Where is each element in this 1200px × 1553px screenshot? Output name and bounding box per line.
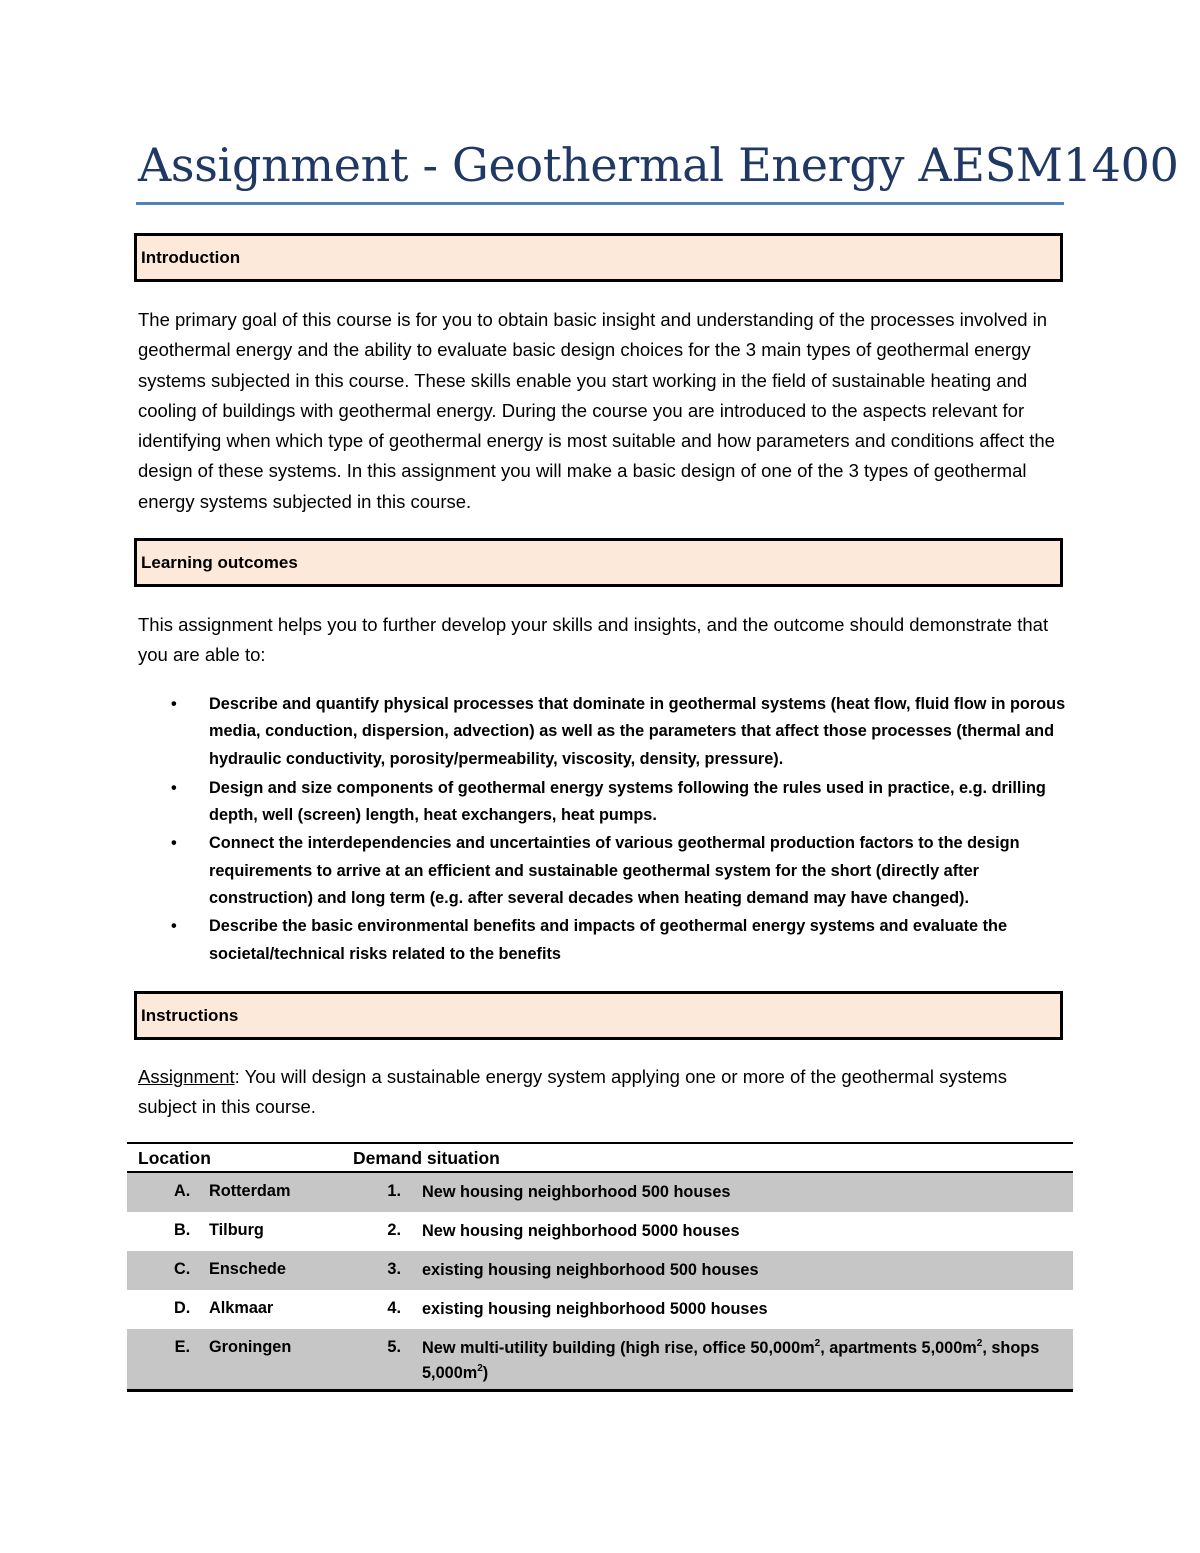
introduction-heading: Introduction	[141, 247, 241, 267]
location-city: Rotterdam	[209, 1182, 291, 1200]
demand-number: 5.	[387, 1338, 401, 1356]
instructions-heading: Instructions	[141, 1005, 239, 1025]
demand-description: existing housing neighborhood 500 houses	[422, 1261, 759, 1279]
outcome-text: Describe and quantify physical processes that dominate in geothermal systems (heat flow, fluid flow in porous media, conduction, dispersion, advection) as well as the parameters that affect those processes (thermal and hydraulic conductivity, porosity/permeability, viscosity, density, pressure).	[209, 695, 1066, 768]
demand-description: New housing neighborhood 500 houses	[422, 1183, 731, 1201]
demand-text-part: New multi-utility building (high rise, office 50,000m	[422, 1339, 815, 1357]
demand-number: 2.	[387, 1221, 401, 1239]
outcome-text: Connect the interdependencies and uncertainties of various geothermal production factors to the design requirements to arrive at an efficient and sustainable geothermal system for the short (directly after construction) and long term (e.g. after several decades when heating demand may have changed).	[209, 834, 1020, 908]
demand-text-part: , shops 5,000m	[422, 1339, 1040, 1382]
learning-outcomes-heading: Learning outcomes	[141, 552, 298, 572]
demand-column-header: Demand situation	[353, 1148, 500, 1168]
location-letter: C.	[174, 1260, 191, 1278]
bullet-icon: •	[171, 917, 177, 936]
outcome-text: Design and size components of geothermal energy systems following the rules used in practice, e.g. drilling depth, well (screen) length, heat exchangers, heat pumps.	[209, 778, 1046, 825]
demand-text-part: )	[482, 1364, 489, 1382]
bullet-icon: •	[171, 778, 177, 797]
table-row	[127, 1329, 1073, 1389]
instructions-paragraph	[138, 1062, 1068, 1123]
location-city: Groningen	[209, 1338, 292, 1356]
table-row	[127, 1173, 1073, 1212]
assignment-text: : You will design a sustainable energy system applying one or more of the geothermal systems subject in this course.	[138, 1066, 1007, 1118]
exponent: 2	[976, 1338, 983, 1349]
location-letter: D.	[174, 1299, 191, 1317]
outcome-text: Describe the basic environmental benefits and impacts of geothermal energy systems and evaluate the societal/technical risks related to the benefits	[209, 917, 1008, 963]
list-item	[138, 913, 1068, 968]
introduction-paragraph: The primary goal of this course is for you to obtain basic insight and understanding of the processes involved in geothermal energy and the ability to evaluate basic design choices for the 3 main types of geothermal energy systems subjected in this course. These skills enable you start working in the field of sustainable heating and cooling of buildings with geothermal energy. During the course you are introduced to the aspects relevant for identifying when which type of geothermal energy is most suitable and how parameters and conditions affect the design of these systems. In this assignment you will make a basic design of one of the 3 types of geothermal energy systems subjected in this course.	[138, 309, 1055, 512]
page-title: Assignment - Geothermal Energy AESM1400	[138, 138, 1179, 192]
bullet-icon: •	[171, 695, 177, 713]
location-demand-table	[127, 1142, 1073, 1392]
demand-number: 4.	[387, 1299, 401, 1317]
exponent: 2	[477, 1363, 483, 1374]
list-item	[138, 830, 1068, 912]
demand-number: 3.	[387, 1260, 401, 1278]
location-city: Tilburg	[209, 1221, 264, 1239]
location-column-header: Location	[138, 1148, 211, 1168]
exponent: 2	[814, 1338, 821, 1349]
demand-description	[422, 1336, 1062, 1386]
learning-outcomes-heading-box	[134, 538, 1063, 587]
demand-description: existing housing neighborhood 5000 houses	[422, 1300, 768, 1318]
bullet-icon: •	[171, 834, 177, 853]
instructions-heading-box	[134, 991, 1063, 1040]
location-city: Alkmaar	[209, 1299, 274, 1317]
introduction-heading-box	[134, 233, 1063, 282]
location-letter: A.	[174, 1182, 191, 1200]
learning-outcomes-intro: This assignment helps you to further develop your skills and insights, and the outcome should demonstrate that you are able to:	[138, 614, 1049, 666]
table-header	[127, 1144, 1073, 1173]
table-row	[127, 1212, 1073, 1251]
location-letter: B.	[174, 1221, 191, 1239]
table-row	[127, 1290, 1073, 1329]
learning-outcomes-list	[138, 691, 1068, 968]
table-row	[127, 1251, 1073, 1290]
title-underline-divider	[136, 202, 1064, 205]
list-item	[138, 691, 1068, 773]
assignment-label: Assignment	[138, 1066, 235, 1087]
location-city: Enschede	[209, 1260, 286, 1278]
demand-number: 1.	[387, 1182, 401, 1200]
demand-text-part: , apartments 5,000m	[820, 1339, 977, 1357]
location-letter: E.	[174, 1338, 190, 1356]
demand-description: New housing neighborhood 5000 houses	[422, 1222, 740, 1240]
list-item	[138, 775, 1068, 830]
